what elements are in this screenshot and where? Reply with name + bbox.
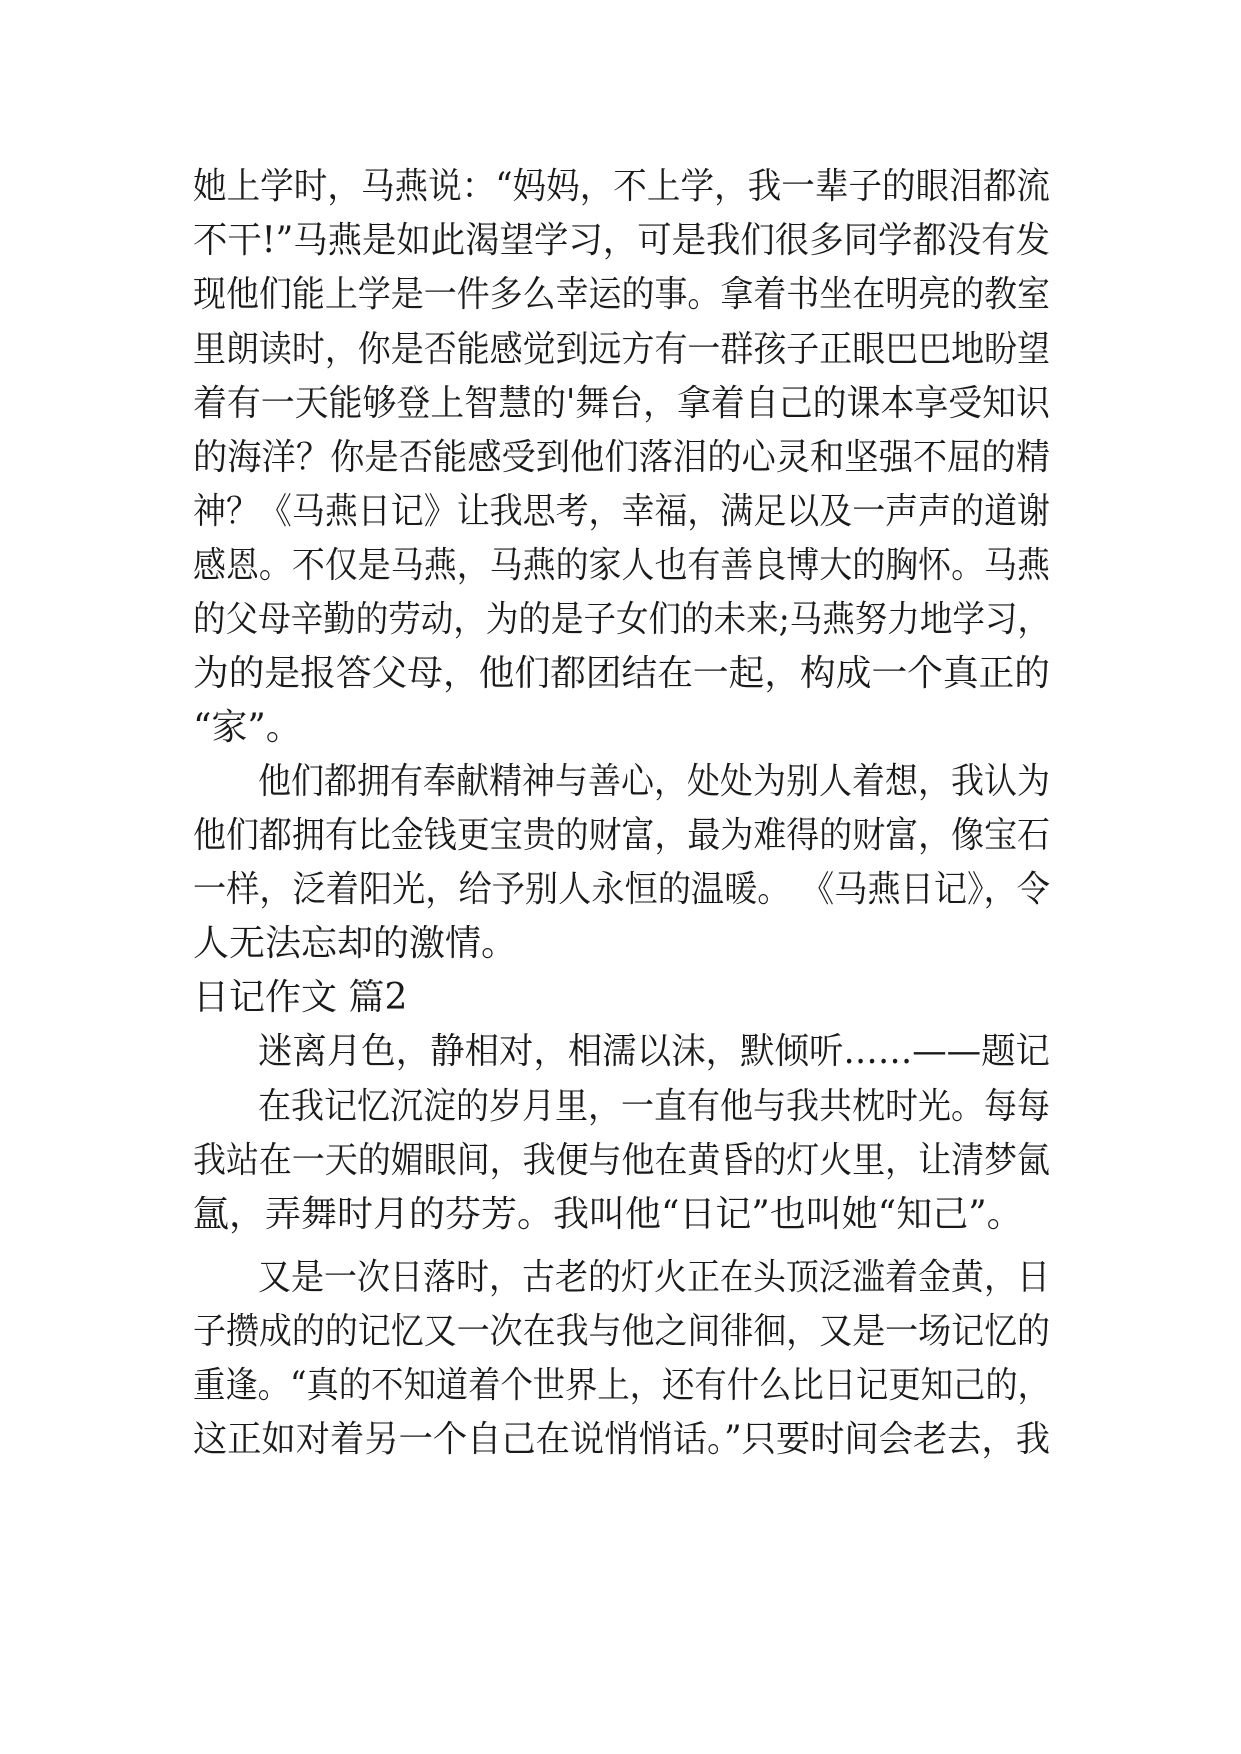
text-line-content: 重逢。“真的不知道着个世界上，还有什么比日记更知己的， <box>193 1365 1050 1406</box>
text-line <box>193 320 1129 380</box>
text-line <box>193 1185 1023 1245</box>
text-line <box>193 374 1103 434</box>
text-line-content: 现他们能上学是一件多么幸运的事。拿着书坐在明亮的教室 <box>193 274 1050 315</box>
text-line-content: 他们都拥有比金钱更宝贵的财富，最为难得的财富，像宝石 <box>193 815 1050 856</box>
text-line <box>193 265 1129 325</box>
text-line <box>193 536 1129 596</box>
text-line <box>258 1077 1122 1137</box>
text-line <box>193 482 1129 542</box>
section-heading-text: 日记作文 篇2 <box>193 977 408 1018</box>
text-line-content: 氲，弄舞时月的芬芳。我叫他“日记”也叫她“知己”。 <box>193 1194 1023 1235</box>
text-line <box>193 1356 1147 1416</box>
text-line-content: 人无法忘却的激情。 <box>193 923 518 964</box>
text-line <box>193 157 1111 217</box>
text-line-content: 她上学时，马燕说：“妈妈，不上学，我一辈子的眼泪都流 <box>193 166 1050 207</box>
text-line-content: 他们都拥有奉献精神与善心，处处为别人着想，我认为 <box>258 761 1050 802</box>
text-line <box>193 1131 1129 1191</box>
text-line <box>258 752 1122 812</box>
text-line-content: 为的是报答父母，他们都团结在一起，构成一个真正的 <box>193 653 1050 694</box>
text-line <box>258 1248 1122 1308</box>
text-line-content: “家”。 <box>193 707 302 748</box>
text-line <box>193 428 1093 488</box>
text-line <box>193 1302 1129 1362</box>
text-line <box>193 590 1141 650</box>
text-line <box>193 914 517 974</box>
epigraph-text: 迷离月色，静相对，相濡以沫，默倾听……——题记 <box>258 1031 1050 1072</box>
text-line-content: 在我记忆沉淀的岁月里，一直有他与我共枕时光。每每 <box>258 1086 1050 1127</box>
text-line <box>193 698 302 758</box>
text-line <box>193 1410 1093 1470</box>
text-line-content: 我站在一天的媚眼间，我便与他在黄昏的灯火里，让清梦氤 <box>193 1140 1050 1181</box>
text-line-content: 着有一天能够登上智慧的'舞台，拿着自己的课本享受知识 <box>193 383 1050 424</box>
text-line-content: 子攒成的的记忆又一次在我与他之间徘徊，又是一场记忆的 <box>193 1311 1050 1352</box>
text-line-content: 一样，泛着阳光，给予别人永恒的温暖。 《马燕日记》，令 <box>193 869 1050 910</box>
text-line-content: 神？《马燕日记》让我思考，幸福，满足以及一声声的道谢 <box>193 491 1050 532</box>
text-line <box>193 806 1129 866</box>
text-line-content: 感恩。不仅是马燕，马燕的家人也有善良博大的胸怀。马燕 <box>193 545 1050 586</box>
text-line <box>193 644 1057 704</box>
text-line-content: 这正如对着另一个自己在说悄悄话。”只要时间会老去，我 <box>193 1419 1050 1460</box>
section-heading <box>193 968 407 1028</box>
text-line <box>193 211 1090 271</box>
text-line-content: 又是一次日落时，古老的灯火正在头顶泛滥着金黄，日 <box>258 1257 1050 1298</box>
text-line-content: 不干!”马燕是如此渴望学习，可是我们很多同学都没有发 <box>193 220 1050 261</box>
text-line-content: 里朗读时，你是否能感觉到远方有一群孩子正眼巴巴地盼望 <box>193 329 1050 370</box>
text-line <box>193 860 1122 920</box>
text-line-content: 的父母辛勤的劳动，为的是子女们的未来;马燕努力地学习， <box>193 599 1050 640</box>
text-line-content: 的海洋？你是否能感受到他们落泪的心灵和坚强不屈的精 <box>193 437 1050 478</box>
epigraph <box>258 1022 1086 1082</box>
